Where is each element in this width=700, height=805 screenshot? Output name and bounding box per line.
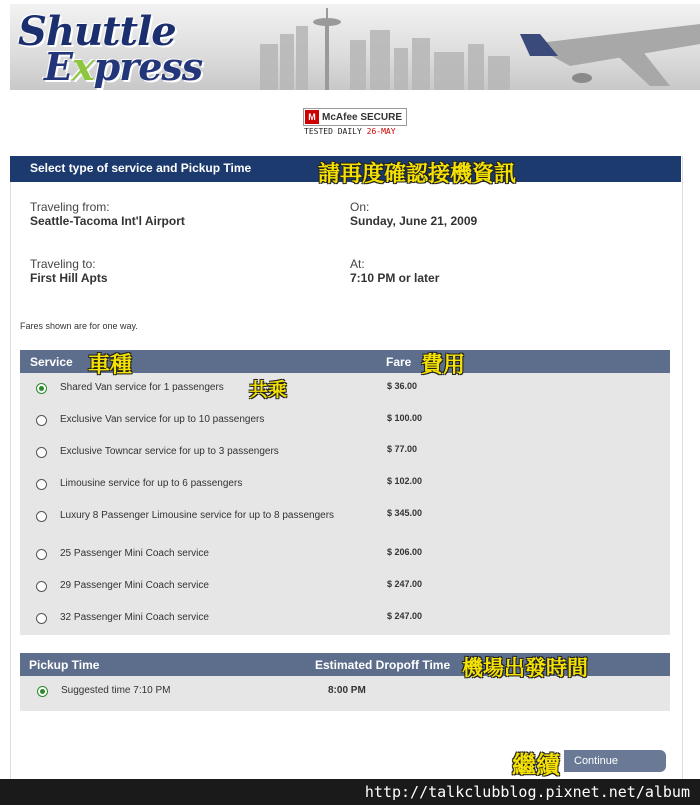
from-value: Seattle-Tacoma Int'l Airport (30, 214, 185, 228)
pickup-radio[interactable] (37, 686, 48, 697)
at-value: 7:10 PM or later (350, 271, 440, 285)
service-label: 25 Passenger Mini Coach service (60, 548, 209, 559)
service-label: Exclusive Towncar service for up to 3 passengers (60, 446, 279, 457)
service-label: Exclusive Van service for up to 10 passengers (60, 414, 265, 425)
mcafee-shield-icon: M (305, 110, 319, 124)
service-fare: $ 206.00 (387, 547, 423, 557)
service-radio-3[interactable] (36, 447, 47, 458)
service-fare: $ 345.00 (387, 508, 423, 518)
section-annotation: 請再度確認接機資訊 (318, 162, 517, 187)
service-radio-7[interactable] (36, 581, 47, 592)
service-label: Shared Van service for 1 passengers (60, 382, 224, 393)
fares-note: Fares shown are for one way. (20, 321, 138, 331)
service-radio-2[interactable] (36, 415, 47, 426)
continue-annotation: 繼續 (512, 751, 560, 779)
pickup-time: Suggested time 7:10 PM (61, 685, 171, 696)
on-value: Sunday, June 21, 2009 (350, 214, 478, 228)
service-label: 29 Passenger Mini Coach service (60, 580, 209, 591)
service-fare: $ 247.00 (387, 579, 423, 589)
pickup-annotation: 機場出發時間 (462, 656, 588, 680)
service-label: Limousine service for up to 6 passengers (60, 478, 243, 489)
mcafee-badge-text: McAfee SECURE (322, 111, 403, 123)
service-radio-5[interactable] (36, 511, 47, 522)
col-dropoff-time: Estimated Dropoff Time (315, 658, 451, 672)
logo-shuttle: Shuttle (18, 8, 176, 55)
service-radio-1[interactable] (36, 383, 47, 394)
col-fare: Fare (386, 355, 412, 369)
fare-annotation: 費用 (421, 353, 466, 378)
service-fare: $ 36.00 (387, 381, 418, 391)
tested-daily-label: TESTED DAILY (304, 127, 362, 136)
service-radio-4[interactable] (36, 479, 47, 490)
service-label: Luxury 8 Passenger Limousine service for up to 8 passengers (60, 510, 335, 521)
continue-button[interactable] (564, 750, 666, 772)
mcafee-secure-badge[interactable] (303, 108, 407, 138)
watermark-bar (0, 779, 700, 805)
watermark-url: http://talkclubblog.pixnet.net/album (364, 783, 690, 801)
service-fare: $ 100.00 (387, 413, 423, 423)
dropoff-time: 8:00 PM (328, 685, 366, 696)
continue-label: Continue (574, 755, 619, 767)
service-label: 32 Passenger Mini Coach service (60, 612, 209, 623)
service-radio-8[interactable] (36, 613, 47, 624)
at-label: At: (350, 257, 365, 271)
header-banner (10, 4, 700, 90)
on-label: On: (350, 200, 370, 214)
to-value: First Hill Apts (30, 271, 108, 285)
logo-express: Express (44, 44, 203, 89)
service-fare: $ 102.00 (387, 476, 423, 486)
section-title: Select type of service and Pickup Time (30, 161, 252, 175)
from-label: Traveling from: (30, 200, 110, 214)
service-radio-6[interactable] (36, 549, 47, 560)
service-fare: $ 77.00 (387, 444, 418, 454)
to-label: Traveling to: (30, 257, 96, 271)
shared-annotation: 共乘 (249, 379, 288, 401)
service-fare: $ 247.00 (387, 611, 423, 621)
tested-date: 26-MAY (366, 127, 396, 136)
service-annotation: 車種 (88, 353, 133, 378)
col-pickup-time: Pickup Time (29, 658, 100, 672)
col-service: Service (30, 355, 73, 369)
